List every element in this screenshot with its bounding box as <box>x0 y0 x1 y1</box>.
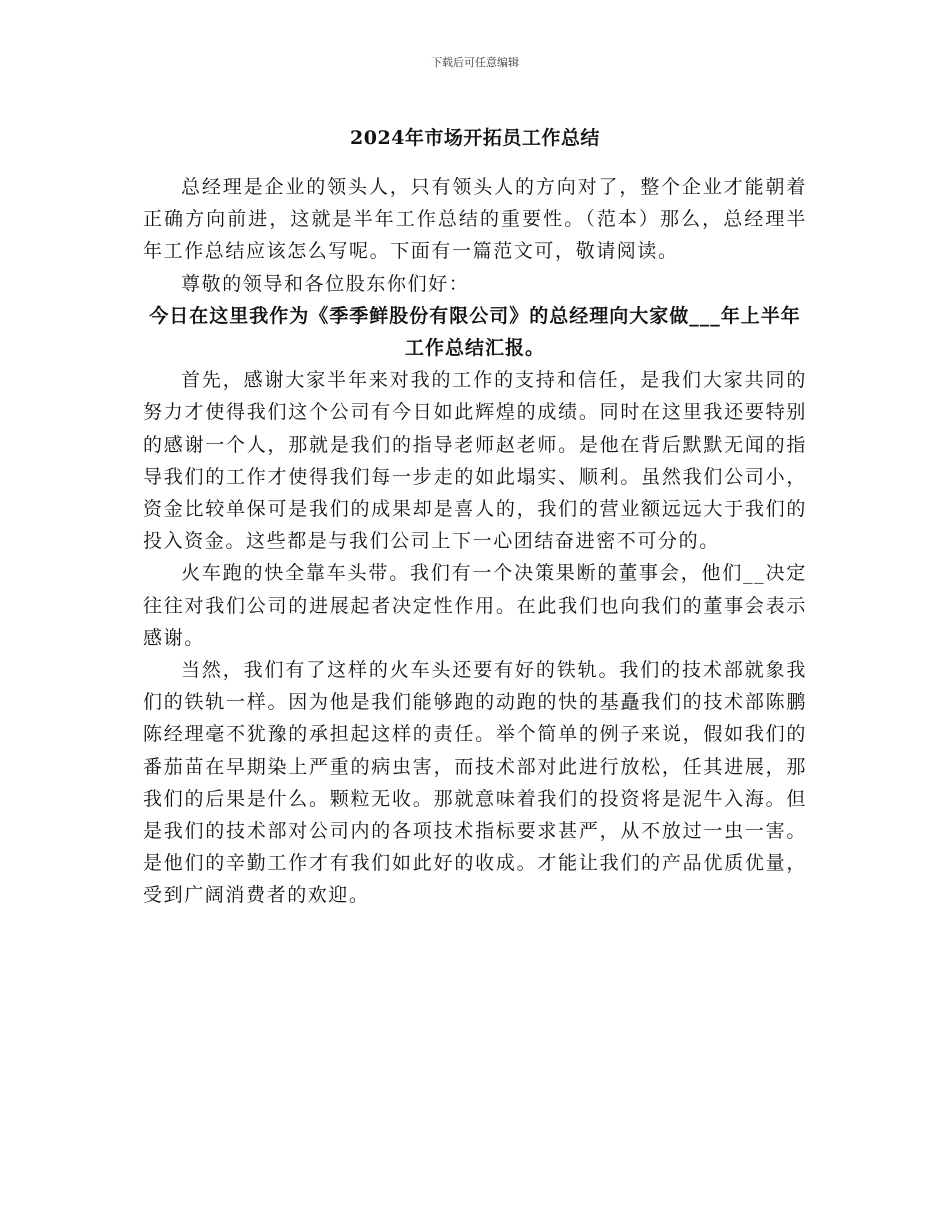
document-title: 2024年市场开拓员工作总结 <box>350 127 600 149</box>
paragraph-board: 火车跑的快全靠车头带。我们有一个决策果断的董事会，他们__决定往往对我们公司的进展起者决定性作用。在此我们也向我们的董事会表示感谢。 <box>143 562 807 649</box>
document-body <box>143 171 807 912</box>
header-note: 下载后可任意编辑 <box>431 56 519 69</box>
paragraph-thanks: 首先，感谢大家半年来对我的工作的支持和信任，是我们大家共同的努力才使得我们这个公司有今日如此辉煌的成绩。同时在这里我还要特别的感谢一个人，那就是我们的指导老师赵老师。是他在背后默默无闻的指导我们的工作才使得我们每一步走的如此塌实、顺利。虽然我们公司小，资金比较单保可是我们的成果却是喜人的，我们的营业额远远大于我们的投入资金。这些都是与我们公司上下一心团结奋进密不可分的。 <box>143 369 807 553</box>
paragraph-report-statement: 今日在这里我作为《季季鲜股份有限公司》的总经理向大家做___年上半年工作总结汇报。 <box>149 304 801 360</box>
paragraph-salutation: 尊敬的领导和各位股东你们好： <box>181 272 470 295</box>
paragraph-tech-dept: 当然，我们有了这样的火车头还要有好的铁轨。我们的技术部就象我们的铁轨一样。因为他是我们能够跑的动跑的快的基矗我们的技术部陈鹏陈经理毫不犹豫的承担起这样的责任。举个简单的例子来说，假如我们的番茄苗在早期染上严重的病虫害，而技术部对此进行放松，任其进展，那我们的后果是什么。颗粒无收。那就意味着我们的投资将是泥牛入海。但是我们的技术部对公司内的各项技术指标要求甚严，从不放过一虫一害。是他们的辛勤工作才有我们如此好的收成。才能让我们的产品优质优量，受到广阔消费者的欢迎。 <box>143 659 807 907</box>
paragraph-intro: 总经理是企业的领头人，只有领头人的方向对了，整个企业才能朝着正确方向前进，这就是半年工作总结的重要性。（范本）那么，总经理半年工作总结应该怎么写呢。下面有一篇范文可，敬请阅读。 <box>143 176 807 263</box>
